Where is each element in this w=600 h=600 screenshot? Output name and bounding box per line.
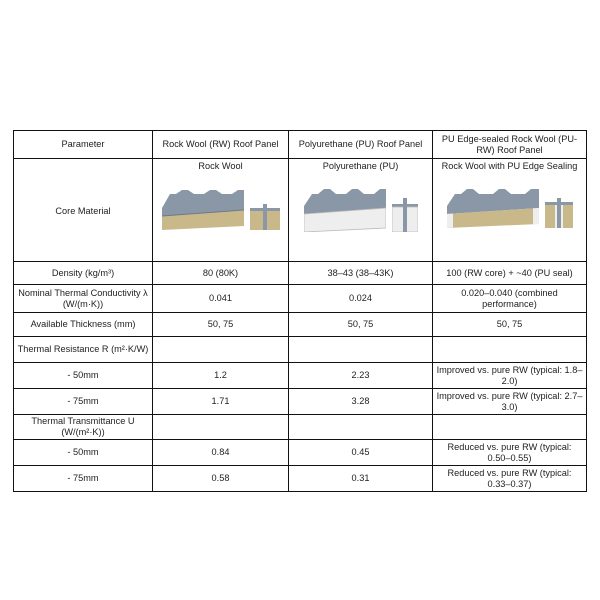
- transmittance-pu-empty: [289, 415, 433, 440]
- resistance-label: Thermal Resistance R (m²·K/W): [14, 337, 153, 363]
- thickness-rw: 50, 75: [153, 313, 289, 337]
- density-rw: 80 (80K): [153, 262, 289, 285]
- resistance-50mm-row: [14, 363, 587, 389]
- resistance-pu-empty: [289, 337, 433, 363]
- resistance-50mm-rw: 1.2: [153, 363, 289, 389]
- resistance-purw-empty: [433, 337, 587, 363]
- transmittance-50mm-rw: 0.84: [153, 440, 289, 466]
- comparison-table: [13, 130, 587, 492]
- transmittance-75mm-pu: 0.31: [289, 466, 433, 492]
- resistance-rw-empty: [153, 337, 289, 363]
- rw-panel-image: [162, 186, 244, 230]
- core-material-label: Core Material: [14, 159, 153, 262]
- transmittance-75mm-purw: Reduced vs. pure RW (typical: 0.33–0.37): [433, 466, 587, 492]
- density-purw: 100 (RW core) + ~40 (PU seal): [433, 262, 587, 285]
- conductivity-purw: 0.020–0.040 (combined performance): [433, 285, 587, 313]
- transmittance-rw-empty: [153, 415, 289, 440]
- resistance-50mm-pu: 2.23: [289, 363, 433, 389]
- density-label: Density (kg/m³): [14, 262, 153, 285]
- header-rw-panel: Rock Wool (RW) Roof Panel: [153, 131, 289, 159]
- density-pu: 38–43 (38–43K): [289, 262, 433, 285]
- resistance-75mm-purw: Improved vs. pure RW (typical: 2.7–3.0): [433, 389, 587, 415]
- resistance-75mm-rw: 1.71: [153, 389, 289, 415]
- core-purw-cell: [433, 159, 587, 262]
- conductivity-row: [14, 285, 587, 313]
- conductivity-label: Nominal Thermal Conductivity λ (W/(m·K)): [14, 285, 153, 313]
- resistance-75mm-row: [14, 389, 587, 415]
- conductivity-rw: 0.041: [153, 285, 289, 313]
- header-purw-panel: PU Edge-sealed Rock Wool (PU-RW) Roof Panel: [433, 131, 587, 159]
- transmittance-75mm-row: [14, 466, 587, 492]
- transmittance-75mm-label: - 75mm: [14, 466, 153, 492]
- transmittance-purw-empty: [433, 415, 587, 440]
- header-row: [14, 131, 587, 159]
- transmittance-50mm-label: - 50mm: [14, 440, 153, 466]
- header-parameter: Parameter: [14, 131, 153, 159]
- core-pu-text: Polyurethane (PU): [322, 161, 399, 171]
- resistance-heading-row: [14, 337, 587, 363]
- transmittance-75mm-rw: 0.58: [153, 466, 289, 492]
- pu-joint-detail-image: [392, 198, 418, 232]
- resistance-75mm-pu: 3.28: [289, 389, 433, 415]
- transmittance-50mm-pu: 0.45: [289, 440, 433, 466]
- density-row: [14, 262, 587, 285]
- transmittance-50mm-row: [14, 440, 587, 466]
- header-pu-panel: Polyurethane (PU) Roof Panel: [289, 131, 433, 159]
- thickness-purw: 50, 75: [433, 313, 587, 337]
- core-purw-text: Rock Wool with PU Edge Sealing: [441, 161, 578, 171]
- transmittance-heading-row: [14, 415, 587, 440]
- thickness-label: Available Thickness (mm): [14, 313, 153, 337]
- core-rw-text: Rock Wool: [198, 161, 243, 171]
- transmittance-label: Thermal Transmittance U (W/(m²·K)): [14, 415, 153, 440]
- conductivity-pu: 0.024: [289, 285, 433, 313]
- pu-panel-image: [304, 186, 386, 232]
- thickness-row: [14, 313, 587, 337]
- resistance-75mm-label: - 75mm: [14, 389, 153, 415]
- transmittance-50mm-purw: Reduced vs. pure RW (typical: 0.50–0.55): [433, 440, 587, 466]
- core-pu-cell: [289, 159, 433, 262]
- rw-joint-detail-image: [250, 204, 280, 230]
- thickness-pu: 50, 75: [289, 313, 433, 337]
- purw-joint-detail-image: [545, 198, 573, 228]
- core-rw-cell: [153, 159, 289, 262]
- purw-panel-image: [447, 186, 539, 228]
- core-material-row: [14, 159, 587, 262]
- resistance-50mm-label: - 50mm: [14, 363, 153, 389]
- resistance-50mm-purw: Improved vs. pure RW (typical: 1.8–2.0): [433, 363, 587, 389]
